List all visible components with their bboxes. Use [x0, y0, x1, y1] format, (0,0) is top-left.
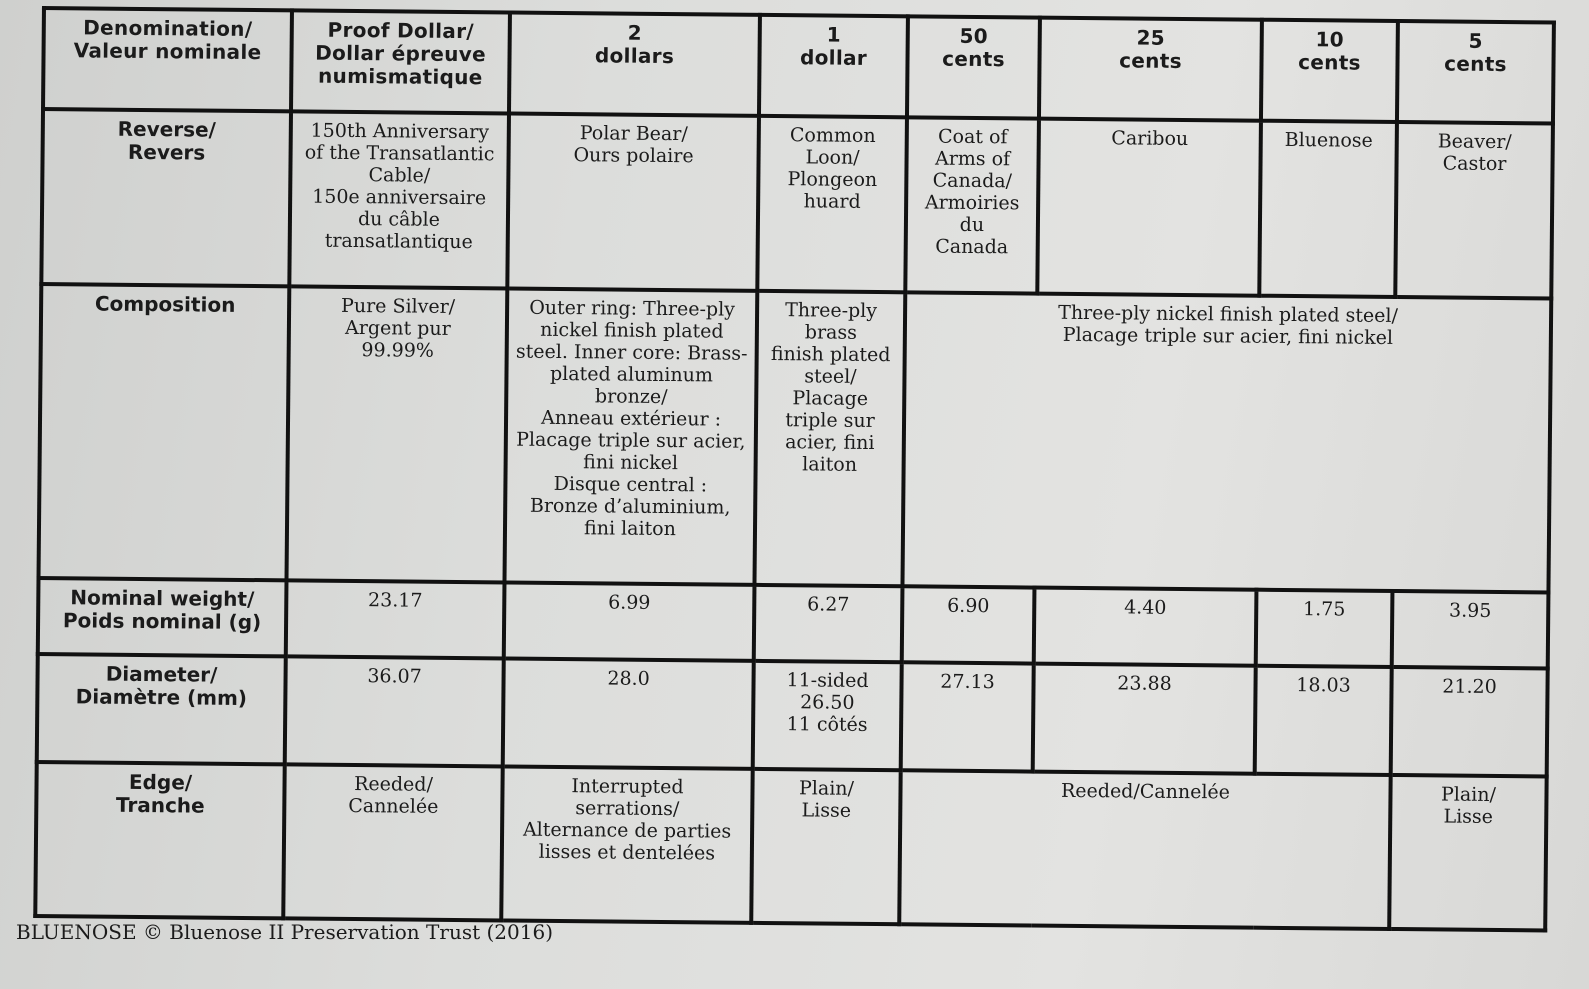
composition-label: Composition: [39, 284, 290, 581]
reverse-5-cents: Beaver/ Castor: [1395, 122, 1553, 298]
col-2-dollars: 2 dollars: [509, 12, 760, 115]
reverse-1-dollar: Common Loon/ Plongeon huard: [757, 116, 907, 292]
diameter-label: Diameter/ Diamètre (mm): [37, 654, 286, 763]
col-1-dollar: 1 dollar: [759, 15, 908, 117]
reverse-2-dollars: Polar Bear/ Ours polaire: [507, 113, 759, 290]
diameter-2-dollars: 28.0: [503, 659, 754, 768]
header-row: [43, 8, 1554, 123]
reverse-50-cents: Coat of Arms of Canada/ Armoiries du Canada: [905, 117, 1039, 293]
coin-specifications-table: [33, 6, 1556, 932]
composition-row: [39, 284, 1552, 593]
reverse-25-cents: Caribou: [1037, 118, 1261, 295]
col-proof-dollar: Proof Dollar/ Dollar épreuve numismatique: [291, 10, 510, 113]
edge-row: [35, 762, 1546, 931]
col-5-cents: 5 cents: [1397, 21, 1554, 123]
edge-5-cents: Plain/ Lisse: [1389, 775, 1546, 931]
weight-row: [38, 578, 1549, 669]
weight-10-cents: 1.75: [1256, 590, 1393, 667]
diameter-10-cents: 18.03: [1255, 666, 1392, 774]
edge-2-dollars: Interrupted serrations/ Alternance de parties lisses et dentelées: [501, 766, 752, 923]
diameter-row: [37, 654, 1548, 776]
reverse-10-cents: Bluenose: [1259, 121, 1397, 297]
denomination-label: Denomination/ Valeur nominale: [43, 8, 292, 111]
col-10-cents: 10 cents: [1261, 20, 1398, 122]
diameter-25-cents: 23.88: [1033, 664, 1256, 773]
weight-25-cents: 4.40: [1034, 588, 1257, 666]
reverse-proof-dollar: 150th Anniversary of the Transatlantic Cable/ 150e anniversaire du câble transatlantique: [289, 111, 509, 288]
diameter-1-dollar: 11-sided 26.50 11 côtés: [753, 661, 902, 769]
edge-1-dollar: Plain/ Lisse: [751, 768, 900, 924]
composition-circulation-coins: Three-ply nickel finish plated steel/ Placage triple sur acier, fini nickel: [902, 292, 1551, 593]
weight-proof-dollar: 23.17: [286, 581, 505, 659]
col-50-cents: 50 cents: [907, 16, 1040, 118]
edge-label: Edge/ Tranche: [35, 762, 284, 919]
weight-50-cents: 6.90: [902, 587, 1035, 664]
reverse-row: [41, 109, 1553, 298]
composition-1-dollar: Three-ply brass finish plated steel/ Placage triple sur acier, fini laiton: [754, 291, 905, 587]
weight-2-dollars: 6.99: [504, 583, 755, 662]
composition-2-dollars: Outer ring: Three-ply nickel finish plated steel. Inner core: Brass- plated aluminum bronze/ Anneau extérieur : Placage triple sur acier, fini nickel Disque central : Bronze d’aluminium, fini laiton: [504, 288, 757, 585]
col-25-cents: 25 cents: [1039, 18, 1262, 121]
diameter-proof-dollar: 36.07: [285, 657, 504, 766]
diameter-5-cents: 21.20: [1391, 667, 1548, 776]
weight-1-dollar: 6.27: [754, 585, 903, 663]
weight-label: Nominal weight/ Poids nominal (g): [38, 578, 287, 657]
copyright-footer: BLUENOSE © Bluenose II Preservation Trust (2016): [16, 920, 553, 944]
diameter-50-cents: 27.13: [901, 663, 1034, 771]
weight-5-cents: 3.95: [1392, 591, 1549, 669]
reverse-label: Reverse/ Revers: [41, 109, 291, 286]
edge-proof-dollar: Reeded/ Cannelée: [283, 764, 502, 921]
composition-proof-dollar: Pure Silver/ Argent pur 99.99%: [286, 286, 507, 583]
edge-50-25-10-cents: Reeded/Cannelée: [899, 770, 1390, 929]
